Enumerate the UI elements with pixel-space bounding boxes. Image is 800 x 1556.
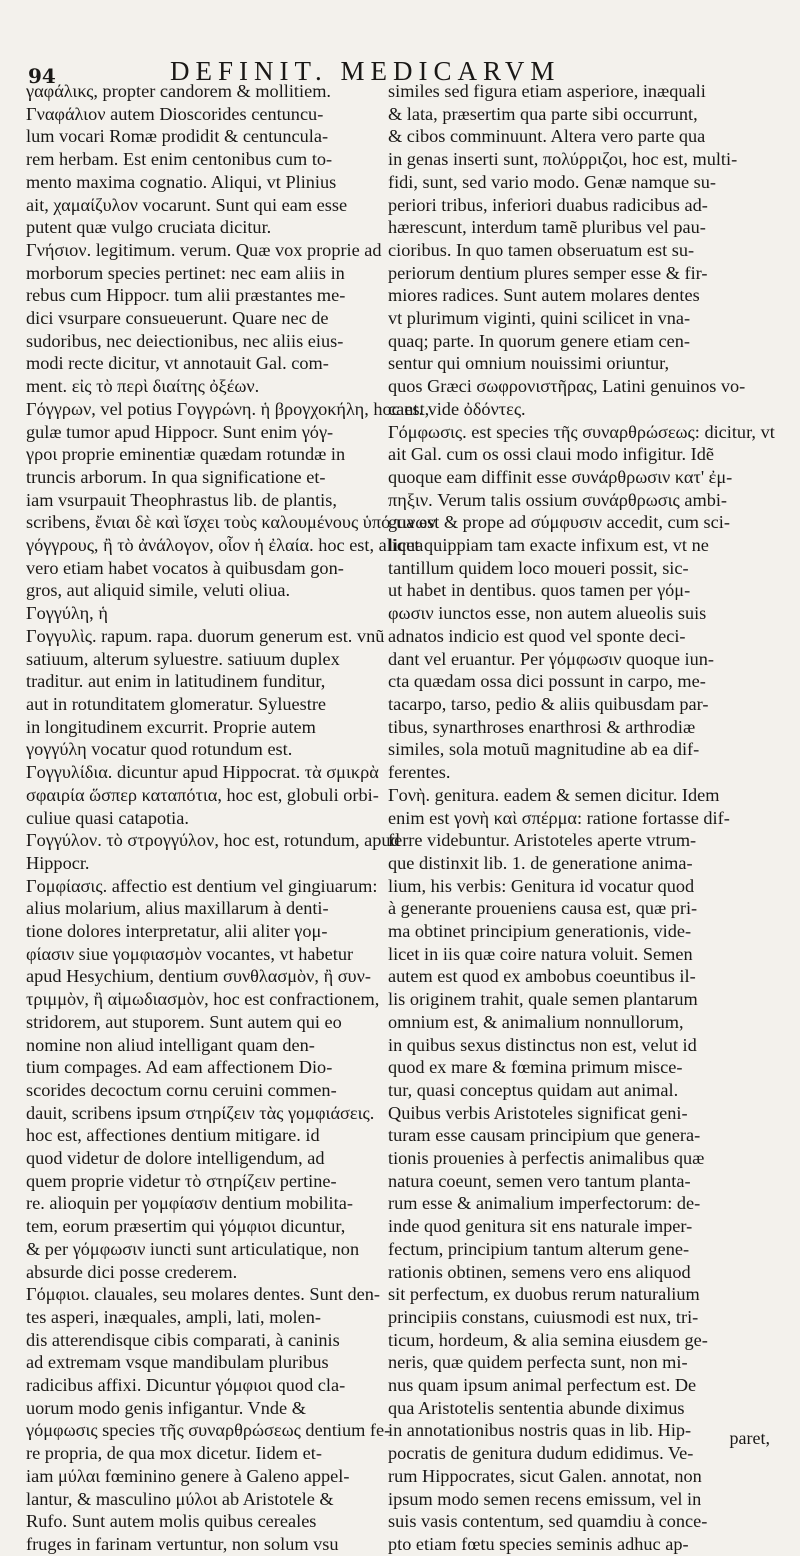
- text-line: similes, sola motuũ magnitudine ab ea dif-: [388, 739, 700, 760]
- text-line: à generante proueniens causa est, quæ pri-: [388, 898, 698, 919]
- text-line: iam μύλαι fœminino genere à Galeno appel-: [26, 1465, 350, 1486]
- text-line: sudoribus, nec deiectionibus, nec aliis eius-: [26, 330, 344, 351]
- text-line: enim est γονὴ καὶ σπέρμα: ratione fortasse dif-: [388, 807, 730, 828]
- text-line: Γόγγρων, vel potius Γογγρώνη. ἡ βρογχοκήλη, hoc est,: [26, 398, 430, 419]
- text-line: ut habet in dentibus. quos tamen per γόμ-: [388, 580, 691, 601]
- text-line: uorum modo genis infigantur. Vnde &: [26, 1397, 306, 1418]
- text-line: re. alioquin per γομφίασιν dentium mobilita-: [26, 1193, 353, 1214]
- text-line: in longitudinem excurrit. Proprie autem: [26, 716, 316, 737]
- text-line: aut in rotunditatem glomeratur. Syluestre: [26, 693, 327, 714]
- text-line: in genas inserti sunt, πολύρριζοι, hoc est, multi-: [388, 149, 738, 170]
- text-line: φίασιν siue γομφιασμὸν vocantes, vt habetur: [26, 943, 354, 964]
- text-line: Γογγύλη, ἡ: [26, 603, 108, 624]
- text-line: gulæ tumor apud Hippocr. Sunt enim γόγ-: [26, 421, 334, 442]
- text-line: cant. vide ὀδόντες.: [388, 398, 526, 419]
- text-line: autem est quod ex ambobus coeuntibus il-: [388, 966, 696, 987]
- running-head: DEFINIT. MEDICARVM: [170, 56, 561, 86]
- text-line: alius molarium, alius maxillarum à denti-: [26, 898, 329, 919]
- text-line: natura coeunt, semen vero tantum planta-: [388, 1170, 691, 1191]
- text-line: nus quam ipsum animal perfectum est. De: [388, 1375, 697, 1396]
- text-line: γογγύλη vocatur quod rotundum est.: [26, 739, 293, 760]
- text-line: & lata, præsertim qua parte sibi occurrunt,: [388, 103, 698, 124]
- text-line: periorum dentium plures semper esse & fir-: [388, 262, 708, 283]
- text-line: inde quod genitura sit ens naturale imper-: [388, 1216, 693, 1237]
- text-line: tacarpo, tarso, pedio & aliis quibusdam par-: [388, 693, 709, 714]
- text-line: ma obtinet principium generationis, vide-: [388, 921, 692, 942]
- text-line: tantillum quidem loco moueri possit, sic-: [388, 557, 689, 578]
- text-line: ad extremam vsque mandibulam pluribus: [26, 1352, 329, 1373]
- text-line: ment. εἰς τὸ περὶ διαίτης ὀξέων.: [26, 376, 260, 397]
- right-column: [388, 80, 775, 1556]
- text-line: Γομφίασις. affectio est dentium vel gingiuarum:: [26, 875, 378, 896]
- text-line: Γογγυλὶς. rapum. rapa. duorum generum est. vnũ: [26, 625, 385, 646]
- text-line: fruges in farinam vertuntur, non solum vsu: [26, 1534, 339, 1554]
- text-line: rum Hippocrates, sicut Galen. annotat, non: [388, 1465, 702, 1486]
- text-line: γόμφωσις species τῆς συναρθρώσεως dentium fe-: [26, 1420, 391, 1441]
- catchword: paret,: [729, 1428, 770, 1448]
- text-line: Γναφάλιον autem Dioscorides centuncu-: [26, 103, 324, 124]
- text-line: pto etiam fœtu species seminis adhuc ap-: [388, 1534, 689, 1554]
- text-line: hoc est, affectiones dentium mitigare. id: [26, 1125, 320, 1146]
- text-line: dis atterendisque cibis comparati, à caninis: [26, 1329, 340, 1350]
- text-line: quod ex mare & fœmina primum misce-: [388, 1057, 683, 1078]
- text-line: Γονὴ. genitura. eadem & semen dicitur. Idem: [388, 784, 720, 805]
- text-line: lis originem trahit, quale semen plantarum: [388, 989, 698, 1010]
- text-line: γροι proprie eminentiæ quædam rotundæ in: [26, 444, 346, 465]
- text-line: tionis prouenies à perfectis animalibus quæ: [388, 1148, 705, 1169]
- text-line: Hippocr.: [26, 852, 90, 873]
- text-line: τριμμὸν, ἢ αἱμωδιασμὸν, hoc est confractionem,: [26, 989, 380, 1010]
- text-line: principiis constans, cuiusmodi est nux, tri-: [388, 1306, 699, 1327]
- text-line: que distinxit lib. 1. de generatione anima-: [388, 852, 693, 873]
- text-line: satiuum, alterum syluestre. satiuum duplex: [26, 648, 340, 669]
- text-line: tione dolores interpretatur, alii aliter γομ-: [26, 921, 328, 942]
- text-line: culiue quasi catapotia.: [26, 807, 189, 828]
- text-line: hærescunt, interdum tamẽ pluribus vel pau-: [388, 217, 706, 238]
- text-line: cioribus. In quo tamen obseruatum est su-: [388, 239, 695, 260]
- text-line: apud Hesychium, dentium συνθλασμὸν, ἢ συν-: [26, 966, 371, 987]
- text-line: in annotationibus nostris quas in lib. Hip-: [388, 1420, 692, 1441]
- text-line: stridorem, aut stuporem. Sunt autem qui eo: [26, 1011, 342, 1032]
- text-line: pocratis de genitura dudum edidimus. Ve-: [388, 1443, 694, 1464]
- text-line: periori tribus, inferiori duabus radicibus ad-: [388, 194, 708, 215]
- text-line: scribens, ἔνιαι δὲ καὶ ἴσχει τοὺς καλουμένους ὑπό τινων: [26, 512, 436, 533]
- text-line: gua est & prope ad σύμφυσιν accedit, cum sci-: [388, 512, 730, 533]
- text-line: σφαιρία ὥσπερ καταπότια, hoc est, globuli orbi-: [26, 784, 379, 805]
- text-line: quoque eam diffinit esse συνάρθρωσιν κατ' ἐμ-: [388, 466, 733, 487]
- text-line: tem, eorum præsertim qui γόμφιοι dicuntur,: [26, 1216, 346, 1237]
- text-line: modi recte dicitur, vt annotauit Gal. com-: [26, 353, 329, 374]
- text-line: quaq; parte. In quorum genere etiam cen-: [388, 330, 691, 351]
- text-line: rem herbam. Est enim centonibus cum to-: [26, 149, 333, 170]
- text-line: πηξιν. Verum talis ossium συνάρθρωσις ambi-: [388, 489, 727, 510]
- text-line: tes asperi, inæquales, ampli, lati, molen-: [26, 1306, 321, 1327]
- text-line: mento maxima cognatio. Aliqui, vt Plinius: [26, 171, 337, 192]
- text-line: dauit, scribens ipsum στηρίζειν τὰς γομφιάσεις.: [26, 1102, 375, 1123]
- text-line: Quibus verbis Aristoteles significat geni-: [388, 1102, 688, 1123]
- text-line: ait Gal. cum os ossi claui modo infigitur. Idẽ: [388, 444, 714, 465]
- text-line: absurde dici posse crederem.: [26, 1261, 238, 1282]
- text-line: adnatos indicio est quod vel sponte deci-: [388, 625, 686, 646]
- text-line: tium compages. Ad eam affectionem Dio-: [26, 1057, 333, 1078]
- text-line: tibus, synarthroses enarthrosi & arthrodiæ: [388, 716, 696, 737]
- text-line: putent quæ vulgo cruciata dicitur.: [26, 217, 272, 238]
- text-line: lium, his verbis: Genitura id vocatur quod: [388, 875, 695, 896]
- text-line: quem proprie videtur τὸ στηρίζειν pertine-: [26, 1170, 337, 1191]
- text-line: Γογγύλον. τὸ στρογγύλον, hoc est, rotundum, apud: [26, 830, 400, 851]
- text-line: vt plurimum viginti, quini scilicet in vna-: [388, 308, 691, 329]
- text-line: Γογγυλίδια. dicuntur apud Hippocrat. τὰ σμικρὰ: [26, 762, 379, 783]
- text-line: qua Aristotelis sententia abunde diximus: [388, 1397, 685, 1418]
- text-line: γαφάλικς, propter candorem & mollitiem.: [26, 81, 331, 101]
- text-line: ipsum modo semen recens emissum, vel in: [388, 1488, 702, 1509]
- text-line: & cibos comminuunt. Altera vero parte qua: [388, 126, 706, 147]
- text-line: Γνήσιον. legitimum. verum. Quæ vox proprie ad: [26, 239, 382, 260]
- text-line: dant vel eruantur. Per γόμφωσιν quoque iun-: [388, 648, 714, 669]
- text-line: gros, aut aliquid simile, veluti oliua.: [26, 580, 291, 601]
- text-line: lantur, & masculino μύλοι ab Aristotele &: [26, 1488, 334, 1509]
- text-line: quos Græci σωφρονιστῆρας, Latini genuinos vo-: [388, 376, 746, 397]
- text-line: miores radices. Sunt autem molares dentes: [388, 285, 700, 306]
- text-line: sit perfectum, ex duobus rerum naturalium: [388, 1284, 700, 1305]
- text-line: truncis arborum. In qua significatione et-: [26, 466, 326, 487]
- text-line: Γόμφιοι. clauales, seu molares dentes. Sunt den-: [26, 1284, 380, 1305]
- text-line: γόγγρους, ἢ τὸ ἀνάλογον, οἷον ἡ ἐλαία. hoc est, aliqua: [26, 535, 424, 556]
- text-line: tur, quasi conceptus quidam aut animal.: [388, 1079, 679, 1100]
- text-line: rationis obtinen, semens vero ens aliquod: [388, 1261, 691, 1282]
- text-line: quod videtur de dolore intelligendum, ad: [26, 1148, 325, 1169]
- text-line: rum esse & animalium imperfectorum: de-: [388, 1193, 701, 1214]
- text-line: licet in iis quæ coire natura voluit. Semen: [388, 943, 693, 964]
- text-line: in quibus sexus distinctus non est, velut id: [388, 1034, 697, 1055]
- text-line: & per γόμφωσιν iuncti sunt articulatique, non: [26, 1238, 360, 1259]
- text-line: Γόμφωσις. est species τῆς συναρθρώσεως: dicitur, vt: [388, 421, 775, 442]
- text-line: morborum species pertinet: nec eam aliis in: [26, 262, 345, 283]
- text-line: similes sed figura etiam asperiore, inæquali: [388, 81, 706, 101]
- text-line: dici vsurpare consueuerunt. Quare nec de: [26, 308, 329, 329]
- text-line: neris, quæ quidem perfecta sunt, non mi-: [388, 1352, 688, 1373]
- text-line: turam esse causam principium que genera-: [388, 1125, 701, 1146]
- text-line: re propria, de qua mox dicetur. Iidem et-: [26, 1443, 322, 1464]
- text-line: licet quippiam tam exacte infixum est, vt ne: [388, 535, 709, 556]
- text-line: rebus cum Hippocr. tum alii præstantes me-: [26, 285, 346, 306]
- text-line: lum vocari Romæ prodidit & centuncula-: [26, 126, 329, 147]
- text-line: nomine non aliud intelligant quam den-: [26, 1034, 315, 1055]
- text-line: Rufo. Sunt autem molis quibus cereales: [26, 1511, 317, 1532]
- text-line: fectum, principium tantum alterum gene-: [388, 1238, 690, 1259]
- text-line: omnium est, & animalium nonnullorum,: [388, 1011, 684, 1032]
- text-line: vero etiam habet vocatos à quibusdam gon-: [26, 557, 344, 578]
- text-line: iam vsurpauit Theophrastus lib. de plantis,: [26, 489, 337, 510]
- text-line: radicibus affixi. Dicuntur γόμφιοι quod cla-: [26, 1375, 346, 1396]
- text-line: suis vasis contentum, sed quamdiu à conce-: [388, 1511, 708, 1532]
- text-line: ferentes.: [388, 762, 451, 783]
- text-line: sentur qui omnium nouissimi oriuntur,: [388, 353, 670, 374]
- text-line: traditur. aut enim in latitudinem funditur,: [26, 671, 326, 692]
- text-line: fidi, sunt, sed vario modo. Genæ namque su-: [388, 171, 717, 192]
- text-line: cta quædam ossa dici possunt in carpo, me-: [388, 671, 706, 692]
- text-line: scorides decoctum cornu ceruini commen-: [26, 1079, 337, 1100]
- text-line: ait, χαμαίζυλον vocarunt. Sunt qui eam esse: [26, 194, 348, 215]
- text-line: ticum, hordeum, & alia semina eiusdem ge-: [388, 1329, 708, 1350]
- text-line: ferre videbuntur. Aristoteles aperte vtrum-: [388, 830, 697, 851]
- page-number: 94: [28, 64, 56, 88]
- text-line: φωσιν iunctos esse, non autem alueolis suis: [388, 603, 707, 624]
